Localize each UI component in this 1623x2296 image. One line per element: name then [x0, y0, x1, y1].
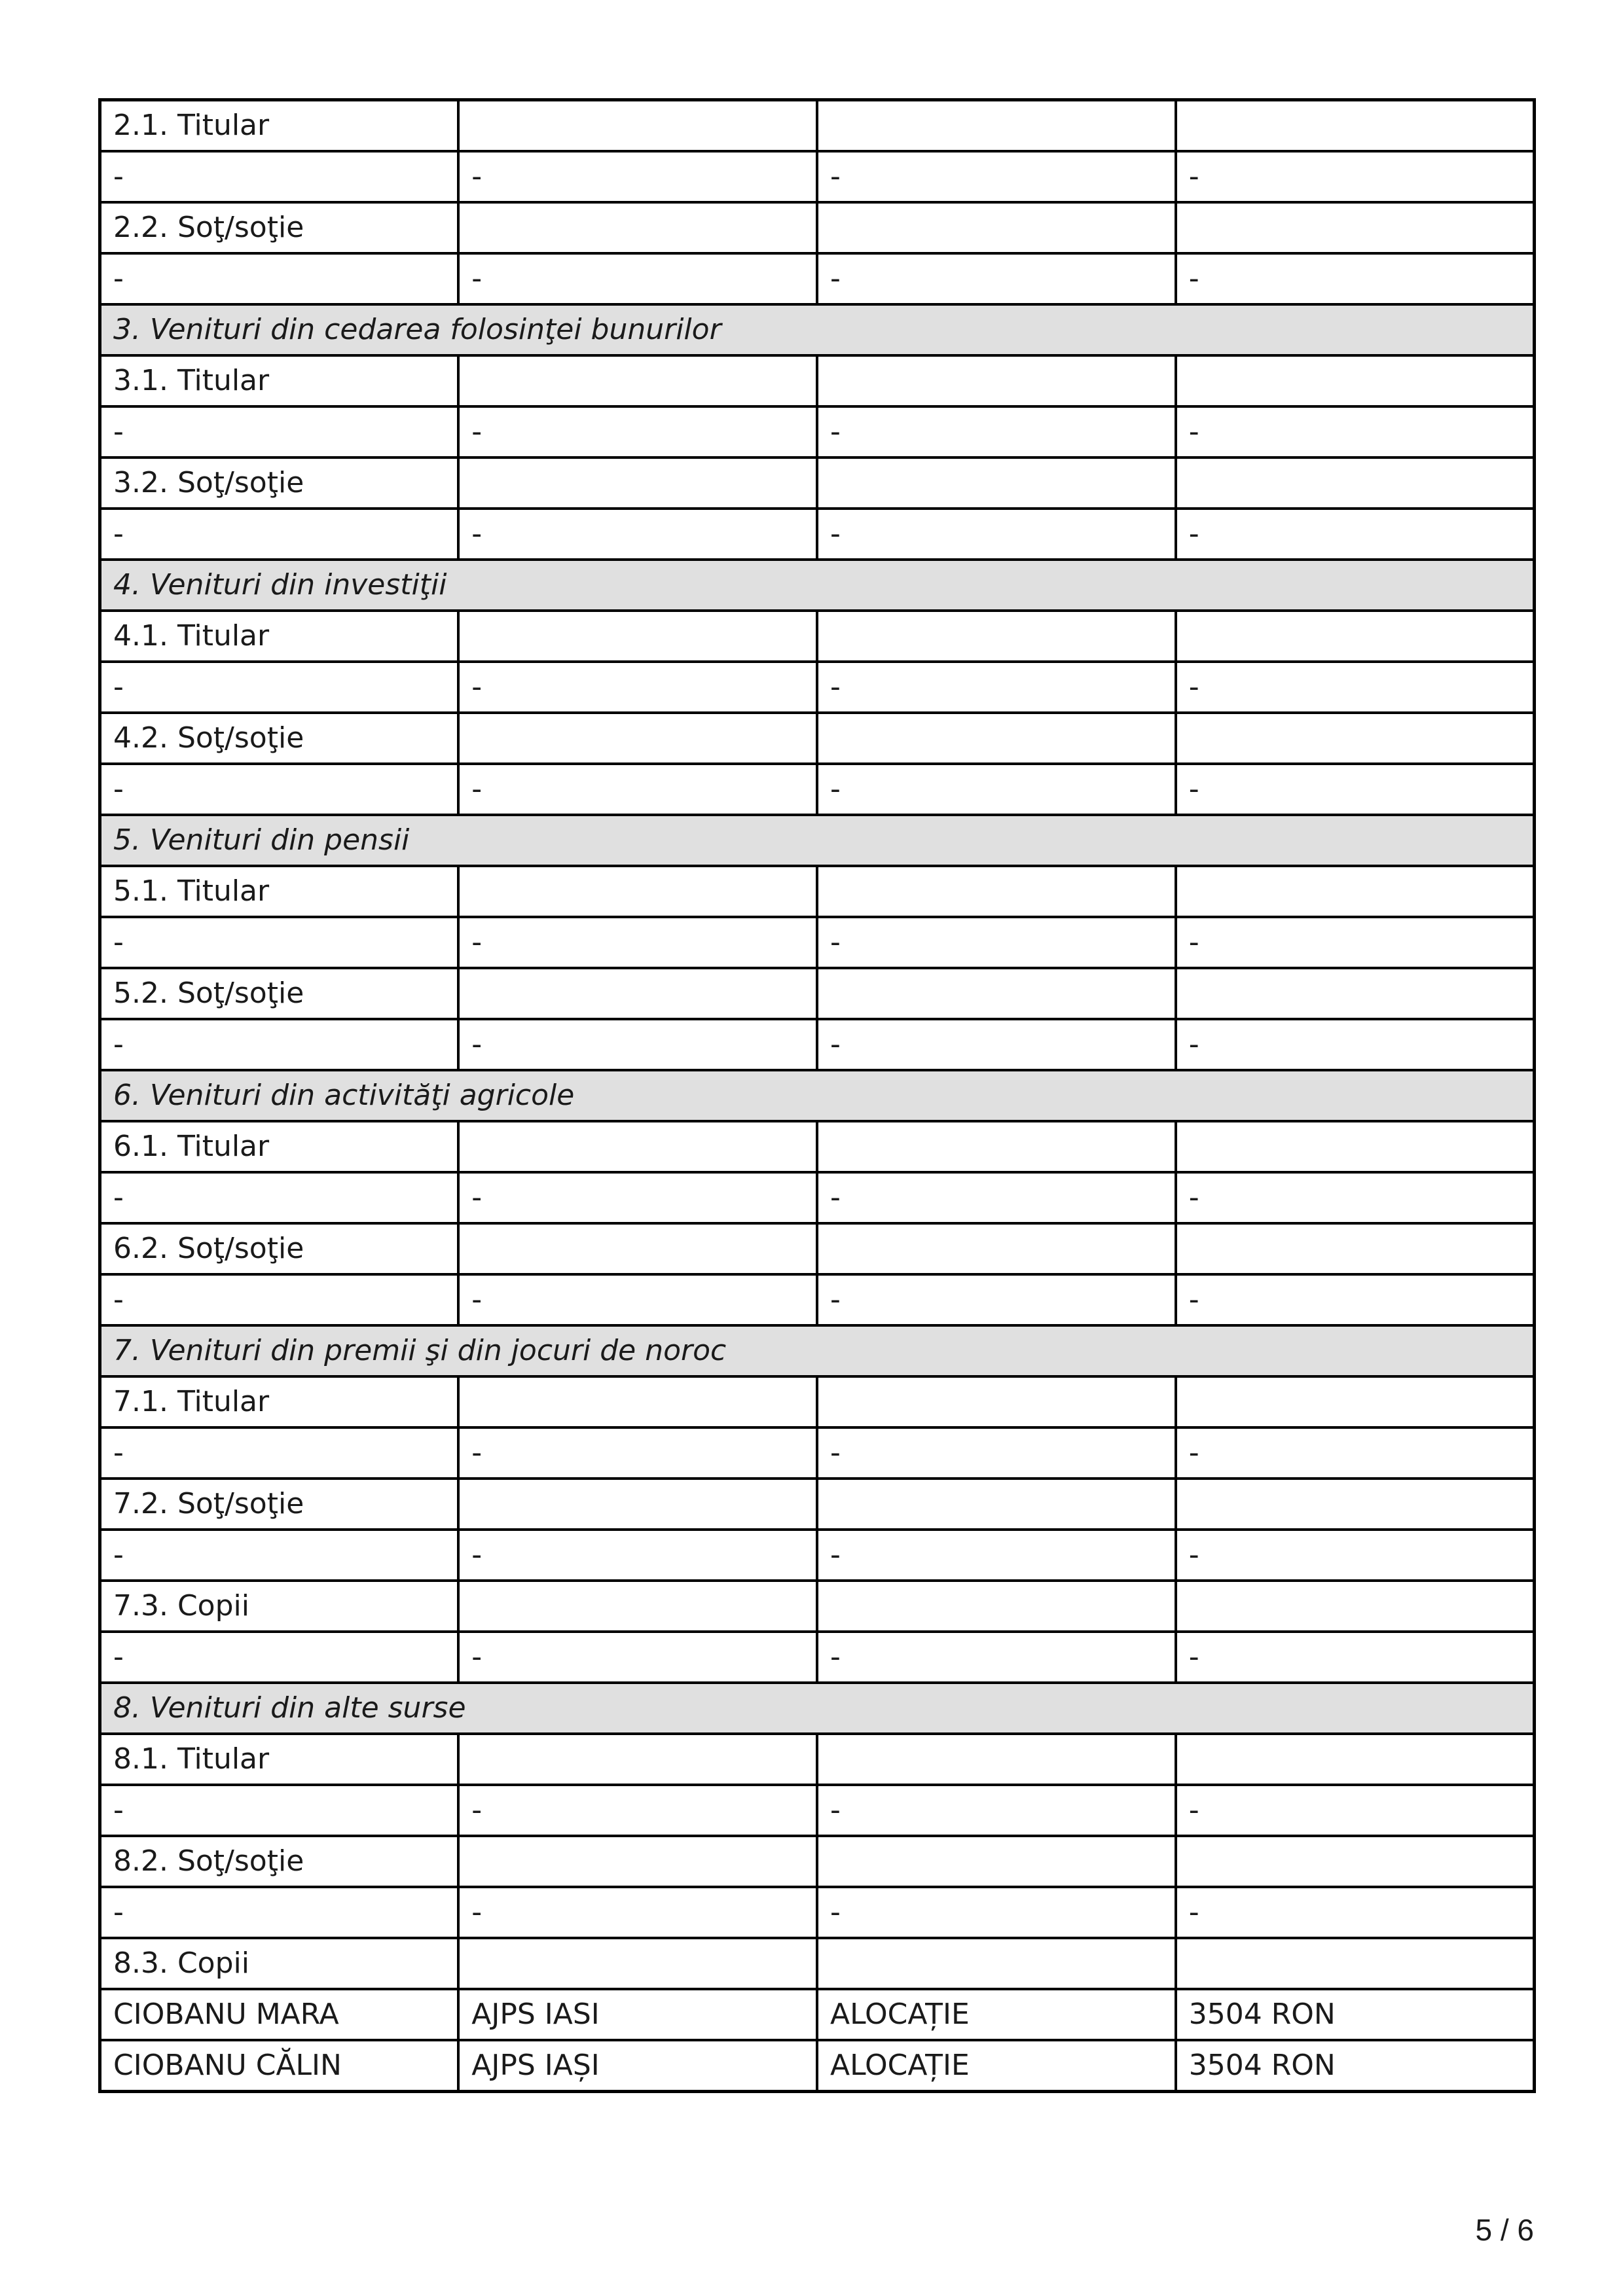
table-row	[100, 1479, 1535, 1530]
table-row	[100, 662, 1535, 713]
table-cell	[458, 1734, 817, 1785]
table-cell: -	[817, 253, 1176, 304]
table-row	[100, 1734, 1535, 1785]
table-cell: -	[817, 1530, 1176, 1581]
table-cell: -	[100, 1887, 459, 1938]
section-header-row	[100, 1325, 1535, 1376]
table-row	[100, 917, 1535, 968]
table-cell: -	[458, 1427, 817, 1479]
table-cell	[1176, 611, 1535, 662]
table-row	[100, 355, 1535, 406]
table-cell	[817, 1479, 1176, 1530]
table-cell	[817, 611, 1176, 662]
table-cell: -	[1176, 1887, 1535, 1938]
table-row	[100, 406, 1535, 457]
table-cell: -	[458, 1530, 817, 1581]
table-cell: ALOCAȚIE	[817, 1989, 1176, 2040]
table-cell: ALOCAȚIE	[817, 2040, 1176, 2092]
table-cell: -	[817, 1019, 1176, 1070]
table-row	[100, 1427, 1535, 1479]
table-row	[100, 1581, 1535, 1632]
table-cell: -	[1176, 151, 1535, 202]
table-cell	[458, 713, 817, 764]
table-row	[100, 968, 1535, 1019]
table-cell	[1176, 1223, 1535, 1274]
table-cell: CIOBANU CĂLIN	[100, 2040, 459, 2092]
table-row	[100, 253, 1535, 304]
section-title: 3. Venituri din cedarea folosinţei bunurilor	[100, 304, 1535, 355]
table-cell	[817, 1121, 1176, 1172]
table-cell: 6.2. Soţ/soţie	[100, 1223, 459, 1274]
table-cell: 8.1. Titular	[100, 1734, 459, 1785]
section-title: 4. Venituri din investiţii	[100, 560, 1535, 611]
table-cell: -	[1176, 764, 1535, 815]
table-cell: -	[100, 1632, 459, 1683]
table-cell: 3.2. Soţ/soţie	[100, 457, 459, 509]
table-cell: -	[458, 253, 817, 304]
table-row	[100, 1632, 1535, 1683]
section-title: 5. Venituri din pensii	[100, 815, 1535, 866]
table-row	[100, 1121, 1535, 1172]
table-cell: -	[817, 509, 1176, 560]
table-cell: -	[817, 151, 1176, 202]
table-cell: -	[100, 509, 459, 560]
section-header-row	[100, 560, 1535, 611]
table-cell	[1176, 1938, 1535, 1989]
table-row	[100, 1887, 1535, 1938]
table-cell	[458, 1581, 817, 1632]
table-cell: -	[458, 1274, 817, 1325]
table-cell: 6.1. Titular	[100, 1121, 459, 1172]
table-cell: 2.2. Soţ/soţie	[100, 202, 459, 253]
table-row	[100, 1938, 1535, 1989]
table-cell: -	[100, 1172, 459, 1223]
table-cell	[458, 1376, 817, 1427]
table-cell	[458, 355, 817, 406]
section-title: 8. Venituri din alte surse	[100, 1683, 1535, 1734]
table-row	[100, 2040, 1535, 2092]
table-cell: -	[100, 764, 459, 815]
table-row	[100, 1530, 1535, 1581]
table-cell: 5.1. Titular	[100, 866, 459, 917]
table-row	[100, 1223, 1535, 1274]
table-cell: 8.3. Copii	[100, 1938, 459, 1989]
table-row	[100, 1274, 1535, 1325]
table-cell: -	[458, 1887, 817, 1938]
table-cell: -	[817, 917, 1176, 968]
table-cell: -	[817, 406, 1176, 457]
table-cell: -	[817, 1427, 1176, 1479]
table-cell: -	[100, 253, 459, 304]
table-row	[100, 764, 1535, 815]
table-cell	[1176, 713, 1535, 764]
section-title: 7. Venituri din premii şi din jocuri de noroc	[100, 1325, 1535, 1376]
table-cell: CIOBANU MARA	[100, 1989, 459, 2040]
table-cell: 7.2. Soţ/soţie	[100, 1479, 459, 1530]
section-header-row	[100, 304, 1535, 355]
table-cell: -	[100, 151, 459, 202]
table-cell: 4.1. Titular	[100, 611, 459, 662]
table-cell	[458, 968, 817, 1019]
table-cell: -	[1176, 1530, 1535, 1581]
table-cell: -	[100, 917, 459, 968]
table-cell: -	[1176, 1172, 1535, 1223]
table-cell: -	[1176, 509, 1535, 560]
table-cell: 4.2. Soţ/soţie	[100, 713, 459, 764]
income-declaration-table	[98, 98, 1536, 2093]
table-cell: -	[458, 917, 817, 968]
table-cell	[1176, 866, 1535, 917]
section-header-row	[100, 815, 1535, 866]
section-header-row	[100, 1070, 1535, 1121]
table-cell	[817, 1581, 1176, 1632]
table-cell	[458, 1223, 817, 1274]
table-cell	[1176, 968, 1535, 1019]
table-cell	[817, 1376, 1176, 1427]
table-cell	[817, 355, 1176, 406]
table-cell	[817, 1223, 1176, 1274]
table-cell: -	[458, 764, 817, 815]
table-cell	[817, 1836, 1176, 1887]
table-cell	[458, 611, 817, 662]
table-cell: -	[458, 1785, 817, 1836]
table-cell: -	[458, 509, 817, 560]
table-cell: 5.2. Soţ/soţie	[100, 968, 459, 1019]
table-cell: -	[100, 662, 459, 713]
table-cell: -	[817, 1274, 1176, 1325]
table-cell: -	[1176, 1632, 1535, 1683]
table-cell: -	[817, 1785, 1176, 1836]
section-title: 6. Venituri din activităţi agricole	[100, 1070, 1535, 1121]
table-cell: -	[817, 764, 1176, 815]
table-cell	[458, 1836, 817, 1887]
table-row	[100, 1785, 1535, 1836]
table-row	[100, 1172, 1535, 1223]
table-row	[100, 713, 1535, 764]
table-cell: -	[1176, 1427, 1535, 1479]
table-cell	[1176, 1121, 1535, 1172]
table-row	[100, 202, 1535, 253]
table-cell: 3.1. Titular	[100, 355, 459, 406]
table-cell	[817, 713, 1176, 764]
table-cell: -	[1176, 1274, 1535, 1325]
page-number: 5 / 6	[1475, 2213, 1534, 2247]
table-cell: AJPS IAȘI	[458, 2040, 817, 2092]
table-cell	[458, 866, 817, 917]
table-cell	[1176, 1479, 1535, 1530]
table-cell: -	[100, 1427, 459, 1479]
table-row	[100, 1989, 1535, 2040]
table-cell: -	[817, 1172, 1176, 1223]
table-cell: -	[100, 1274, 459, 1325]
table-row	[100, 611, 1535, 662]
table-row	[100, 1376, 1535, 1427]
table-cell	[1176, 355, 1535, 406]
table-cell: 7.3. Copii	[100, 1581, 459, 1632]
table-cell	[458, 202, 817, 253]
table-cell	[1176, 1376, 1535, 1427]
section-header-row	[100, 1683, 1535, 1734]
table-cell	[817, 100, 1176, 152]
table-cell	[817, 1734, 1176, 1785]
table-cell: 3504 RON	[1176, 2040, 1535, 2092]
table-cell: -	[1176, 1785, 1535, 1836]
table-cell	[1176, 100, 1535, 152]
table-cell	[817, 968, 1176, 1019]
table-cell: -	[458, 1632, 817, 1683]
table-cell: 7.1. Titular	[100, 1376, 459, 1427]
table-cell	[817, 202, 1176, 253]
table-cell	[817, 457, 1176, 509]
table-cell: -	[1176, 406, 1535, 457]
table-cell: 2.1. Titular	[100, 100, 459, 152]
table-row	[100, 509, 1535, 560]
table-cell: -	[817, 1632, 1176, 1683]
table-cell: -	[100, 1785, 459, 1836]
table-cell: -	[1176, 917, 1535, 968]
table-cell: AJPS IASI	[458, 1989, 817, 2040]
table-row	[100, 100, 1535, 152]
table-row	[100, 866, 1535, 917]
table-row	[100, 1019, 1535, 1070]
table-cell: -	[458, 1172, 817, 1223]
table-cell	[1176, 1836, 1535, 1887]
table-cell: -	[100, 406, 459, 457]
table-cell: -	[458, 662, 817, 713]
table-cell	[458, 1479, 817, 1530]
table-cell: -	[458, 151, 817, 202]
table-cell: -	[1176, 253, 1535, 304]
table-body	[100, 100, 1535, 2092]
table-cell: -	[100, 1019, 459, 1070]
table-cell	[458, 100, 817, 152]
table-cell	[458, 457, 817, 509]
table-cell	[1176, 1734, 1535, 1785]
table-cell	[817, 866, 1176, 917]
table-cell: 3504 RON	[1176, 1989, 1535, 2040]
table-cell	[458, 1121, 817, 1172]
table-cell: 8.2. Soţ/soţie	[100, 1836, 459, 1887]
table-cell: -	[458, 406, 817, 457]
table-cell	[1176, 1581, 1535, 1632]
table-cell: -	[100, 1530, 459, 1581]
table-cell: -	[1176, 662, 1535, 713]
table-cell	[458, 1938, 817, 1989]
table-cell	[1176, 202, 1535, 253]
table-cell	[1176, 457, 1535, 509]
table-cell: -	[817, 662, 1176, 713]
table-cell	[817, 1938, 1176, 1989]
table-cell: -	[817, 1887, 1176, 1938]
table-row	[100, 151, 1535, 202]
table-row	[100, 1836, 1535, 1887]
table-row	[100, 457, 1535, 509]
table-cell: -	[458, 1019, 817, 1070]
table-cell: -	[1176, 1019, 1535, 1070]
